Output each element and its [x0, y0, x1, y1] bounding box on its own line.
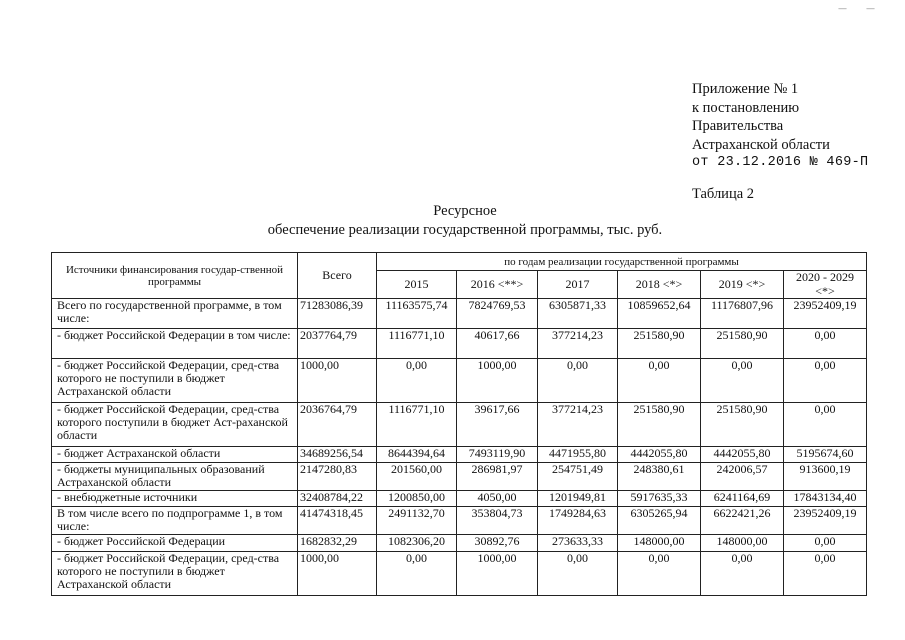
total-cell: 71283086,39 — [298, 299, 377, 329]
value-cell: 377214,23 — [538, 403, 618, 447]
table-header-row — [52, 253, 867, 271]
value-cell: 273633,33 — [538, 535, 618, 552]
total-cell: 2147280,83 — [298, 463, 377, 491]
table-row — [52, 329, 867, 359]
value-cell: 30892,76 — [457, 535, 538, 552]
value-cell: 0,00 — [784, 403, 867, 447]
value-cell: 0,00 — [784, 535, 867, 552]
value-cell: 148000,00 — [701, 535, 784, 552]
value-cell: 1116771,10 — [377, 403, 457, 447]
source-cell: - бюджет Российской Федерации, сред-ства которого поступили в бюджет Аст-раханской области — [52, 403, 298, 447]
source-cell: В том числе всего по подпрограмме 1, в том числе: — [52, 507, 298, 535]
column-header-years-group: по годам реализации государственной программы — [377, 253, 867, 271]
column-header-year: 2018 <*> — [618, 271, 701, 299]
source-cell: - бюджет Астраханской области — [52, 447, 298, 463]
value-cell: 7493119,90 — [457, 447, 538, 463]
document-title: Ресурсное — [433, 203, 497, 219]
column-header-year: 2015 — [377, 271, 457, 299]
resource-table — [51, 252, 867, 596]
value-cell: 7824769,53 — [457, 299, 538, 329]
value-cell: 0,00 — [784, 359, 867, 403]
value-cell: 286981,97 — [457, 463, 538, 491]
value-cell: 1082306,20 — [377, 535, 457, 552]
value-cell: 10859652,64 — [618, 299, 701, 329]
scan-mark: — — [866, 4, 875, 14]
table-row — [52, 299, 867, 329]
value-cell: 39617,66 — [457, 403, 538, 447]
total-cell: 2037764,79 — [298, 329, 377, 359]
value-cell: 0,00 — [784, 329, 867, 359]
value-cell: 17843134,40 — [784, 491, 867, 507]
value-cell: 377214,23 — [538, 329, 618, 359]
value-cell: 23952409,19 — [784, 507, 867, 535]
value-cell: 251580,90 — [701, 403, 784, 447]
total-cell: 32408784,22 — [298, 491, 377, 507]
value-cell: 1000,00 — [457, 552, 538, 596]
table-row — [52, 463, 867, 491]
value-cell: 1201949,81 — [538, 491, 618, 507]
value-cell: 6241164,69 — [701, 491, 784, 507]
column-header-year: 2017 — [538, 271, 618, 299]
scan-mark: — — [838, 4, 847, 14]
value-cell: 0,00 — [377, 359, 457, 403]
table-row — [52, 359, 867, 403]
value-cell: 242006,57 — [701, 463, 784, 491]
column-header-year: 2019 <*> — [701, 271, 784, 299]
appendix-line: Правительства — [692, 118, 784, 135]
value-cell: 254751,49 — [538, 463, 618, 491]
value-cell: 0,00 — [784, 552, 867, 596]
value-cell: 4471955,80 — [538, 447, 618, 463]
value-cell: 6305265,94 — [618, 507, 701, 535]
value-cell: 0,00 — [538, 552, 618, 596]
value-cell: 1200850,00 — [377, 491, 457, 507]
document-subtitle: обеспечение реализации государственной программы, тыс. руб. — [267, 222, 663, 238]
table-label: Таблица 2 — [692, 186, 755, 202]
value-cell: 353804,73 — [457, 507, 538, 535]
source-cell: Всего по государственной программе, в том числе: — [52, 299, 298, 329]
value-cell: 5195674,60 — [784, 447, 867, 463]
total-cell: 41474318,45 — [298, 507, 377, 535]
value-cell: 6622421,26 — [701, 507, 784, 535]
source-cell: - внебюджетные источники — [52, 491, 298, 507]
table-row — [52, 447, 867, 463]
table-row — [52, 535, 867, 552]
value-cell: 913600,19 — [784, 463, 867, 491]
value-cell: 4050,00 — [457, 491, 538, 507]
source-cell: - бюджет Российской Федерации, сред-ства которого не поступили в бюджет Астраханской области — [52, 359, 298, 403]
table-row — [52, 491, 867, 507]
value-cell: 4442055,80 — [701, 447, 784, 463]
total-cell: 1682832,29 — [298, 535, 377, 552]
appendix-line: Астраханской области — [692, 136, 830, 153]
source-cell: - бюджеты муниципальных образований Астраханской области — [52, 463, 298, 491]
source-cell: - бюджет Российской Федерации, сред-ства которого не поступили в бюджет Астраханской области — [52, 552, 298, 596]
value-cell: 4442055,80 — [618, 447, 701, 463]
total-cell: 1000,00 — [298, 552, 377, 596]
appendix-line: к постановлению — [692, 99, 800, 116]
value-cell: 148000,00 — [618, 535, 701, 552]
value-cell: 8644394,64 — [377, 447, 457, 463]
appendix-block — [692, 80, 868, 173]
value-cell: 251580,90 — [618, 329, 701, 359]
value-cell: 0,00 — [618, 359, 701, 403]
value-cell: 11176807,96 — [701, 299, 784, 329]
column-header-total: Всего — [298, 253, 377, 299]
table-row — [52, 552, 867, 596]
value-cell: 5917635,33 — [618, 491, 701, 507]
value-cell: 0,00 — [377, 552, 457, 596]
value-cell: 251580,90 — [701, 329, 784, 359]
value-cell: 11163575,74 — [377, 299, 457, 329]
value-cell: 248380,61 — [618, 463, 701, 491]
value-cell: 6305871,33 — [538, 299, 618, 329]
total-cell: 34689256,54 — [298, 447, 377, 463]
appendix-line: Приложение № 1 — [692, 81, 799, 97]
value-cell: 0,00 — [701, 359, 784, 403]
value-cell: 40617,66 — [457, 329, 538, 359]
value-cell: 1116771,10 — [377, 329, 457, 359]
table-row — [52, 507, 867, 535]
value-cell: 1000,00 — [457, 359, 538, 403]
value-cell: 201560,00 — [377, 463, 457, 491]
value-cell: 0,00 — [538, 359, 618, 403]
source-cell: - бюджет Российской Федерации — [52, 535, 298, 552]
column-header-source: Источники финансирования государ-ственной программы — [52, 253, 298, 299]
value-cell: 2491132,70 — [377, 507, 457, 535]
value-cell: 1749284,63 — [538, 507, 618, 535]
value-cell: 23952409,19 — [784, 299, 867, 329]
total-cell: 1000,00 — [298, 359, 377, 403]
value-cell: 0,00 — [618, 552, 701, 596]
value-cell: 0,00 — [701, 552, 784, 596]
appendix-date-line: от 23.12.2016 № 469-П — [692, 155, 869, 171]
value-cell: 251580,90 — [618, 403, 701, 447]
source-cell: - бюджет Российской Федерации в том числе: — [52, 329, 298, 359]
total-cell: 2036764,79 — [298, 403, 377, 447]
table-row — [52, 403, 867, 447]
column-header-year: 2020 - 2029 <*> — [784, 271, 867, 299]
column-header-year: 2016 <**> — [457, 271, 538, 299]
